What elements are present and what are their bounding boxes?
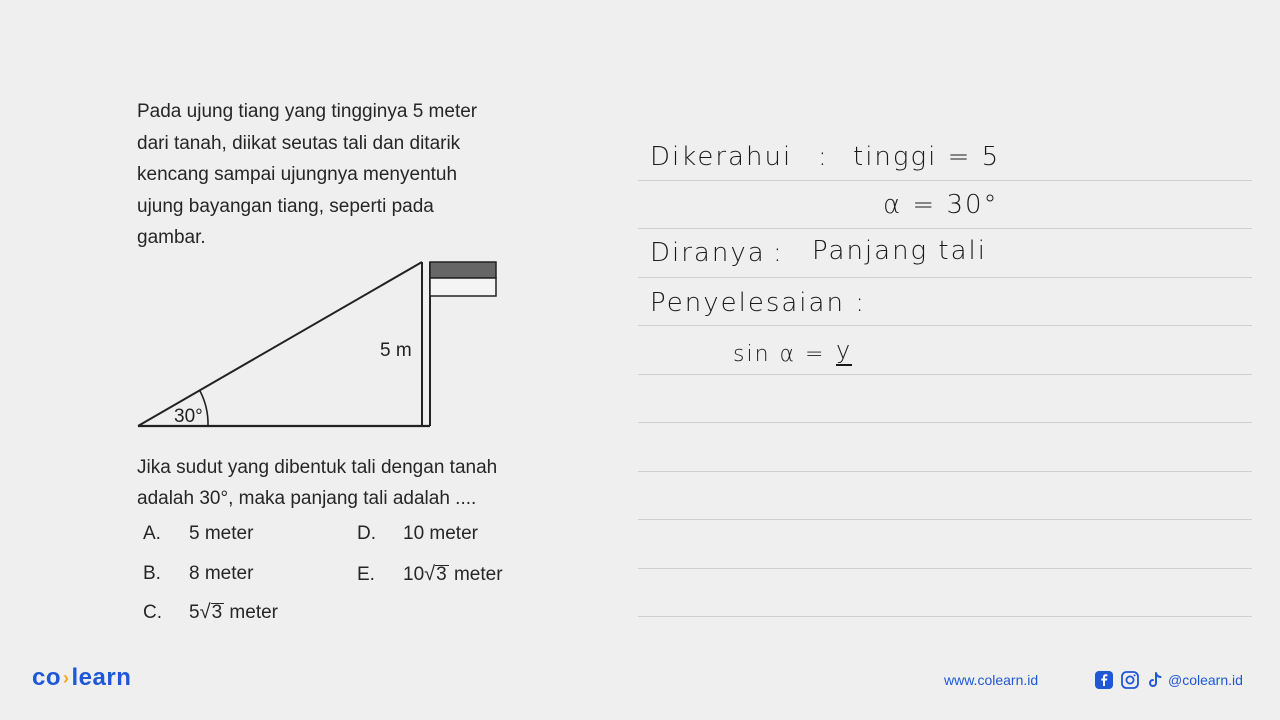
option-unit: meter (448, 564, 503, 585)
ditanya-label: Diranya (650, 238, 766, 268)
facebook-icon[interactable] (1094, 670, 1114, 690)
option-a[interactable] (143, 523, 253, 545)
ruled-line (638, 519, 1252, 520)
option-letter: B. (143, 563, 161, 584)
ruled-line (638, 277, 1252, 278)
alpha-value: α = 30° (883, 190, 999, 220)
option-e[interactable] (357, 563, 503, 586)
option-radicand: 3 (211, 602, 223, 623)
option-letter: C. (143, 602, 162, 623)
ditanya-colon: : (773, 238, 784, 268)
option-text: 5 meter (189, 523, 254, 544)
ruled-line (638, 422, 1252, 423)
option-unit: meter (224, 602, 278, 623)
handwritten-notes (638, 130, 1252, 630)
diketahui-label: Dikerahui (650, 142, 793, 172)
flag-bottom (430, 278, 496, 296)
ruled-line (638, 568, 1252, 569)
colearn-logo[interactable] (32, 664, 131, 692)
angle-label: 30° (174, 406, 203, 427)
question-line: Jika sudut yang dibentuk tali dengan tanah (137, 457, 498, 478)
logo-right: learn (71, 664, 132, 691)
problem-line: kencang sampai ujungnya menyentuh (137, 164, 458, 185)
problem-line: gambar. (137, 227, 206, 248)
option-letter: A. (143, 523, 161, 544)
flag-top (430, 262, 496, 278)
problem-line: Pada ujung tiang yang tingginya 5 meter (137, 101, 478, 122)
problem-line: ujung bayangan tiang, seperti pada (137, 195, 434, 217)
triangle-diagram (130, 250, 510, 440)
penyelesaian-label: Penyelesaian : (650, 288, 866, 318)
triangle-figure (130, 250, 510, 440)
ruled-line (638, 180, 1252, 181)
option-c[interactable] (143, 601, 278, 624)
option-letter: D. (357, 523, 376, 544)
ruled-line (638, 325, 1252, 326)
ruled-line (638, 471, 1252, 472)
website-link[interactable]: www.colearn.id (944, 672, 1039, 688)
logo-dot-icon: › (63, 668, 70, 689)
option-d[interactable] (357, 523, 478, 545)
problem-line: dari tanah, diikat seutas tali dan ditarik (137, 132, 461, 154)
tinggi-value: tinggi = 5 (853, 142, 1001, 172)
option-radicand: 3 (436, 564, 447, 585)
tiktok-icon[interactable] (1145, 670, 1165, 690)
option-coefficient: 10 (403, 564, 425, 585)
option-coefficient: 5 (189, 602, 200, 623)
option-text: 8 meter (189, 563, 254, 584)
question-line: adalah 30°, maka panjang tali adalah .... (137, 488, 477, 509)
problem-statement (137, 96, 557, 254)
option-letter: E. (357, 564, 375, 585)
option-b[interactable] (143, 563, 253, 585)
logo-left: co (32, 664, 62, 691)
diketahui-colon: : (818, 142, 829, 172)
instagram-icon[interactable] (1120, 670, 1140, 690)
ditanya-value: Panjang tali (812, 236, 987, 266)
social-handle[interactable]: @colearn.id (1168, 672, 1243, 688)
option-text: 10 meter (403, 523, 478, 544)
question (137, 452, 557, 514)
sqrt-icon: √ (424, 563, 436, 585)
sin-equation-rhs: y (836, 336, 853, 364)
ruled-line (638, 374, 1252, 375)
ruled-line (638, 228, 1252, 229)
ruled-line (638, 616, 1252, 617)
height-label: 5 m (380, 340, 412, 361)
sin-equation-lhs: sin α = (733, 342, 826, 367)
sqrt-icon: √ (199, 601, 211, 623)
